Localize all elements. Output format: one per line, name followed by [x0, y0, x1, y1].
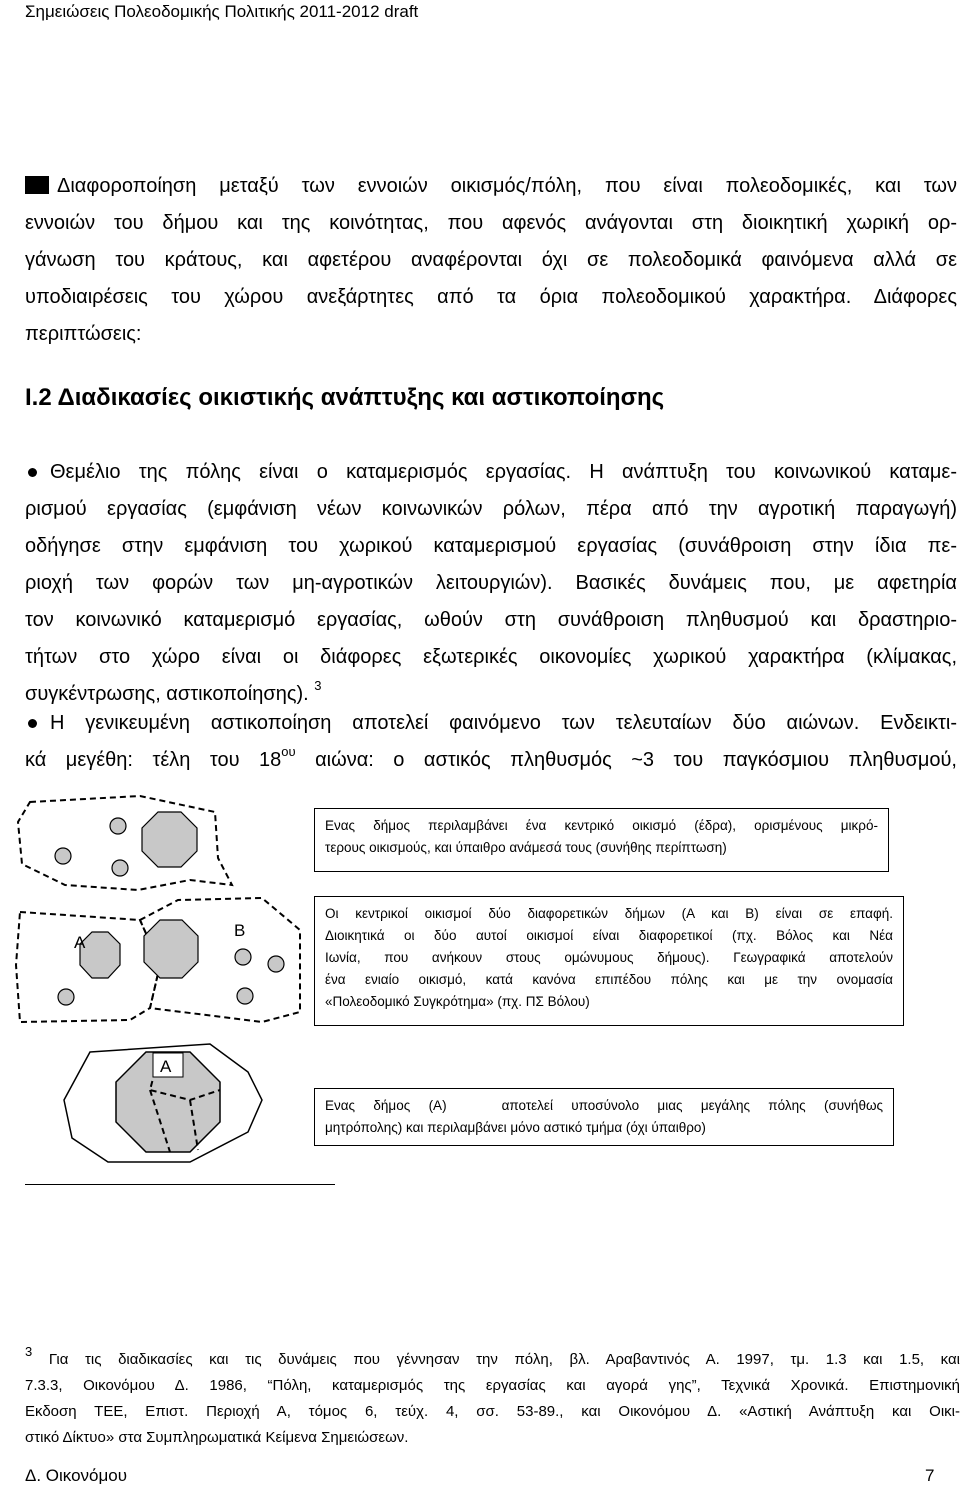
- bullet1-line: Θεμέλιο της πόλης είναι ο καταμερισμός εργασίας. Η ανάπτυξη του κοινωνικού καταμε-: [50, 461, 957, 483]
- intro-line: γάνωση του κράτους, και αφετέρου αναφέρονται όχι σε πολεοδομικά φαινόμενα αλλά σε: [25, 249, 957, 271]
- intro-line: περιπτώσεις:: [25, 323, 142, 345]
- box-line: Ενας δήμος περιλαμβάνει ένα κεντρικό οικισμό (έδρα), ορισμένους μικρό-: [325, 818, 878, 833]
- footnote-ref[interactable]: 3: [314, 678, 322, 694]
- intro-line: υποδιαιρέσεις του χώρου ανεξάρτητες από τα όρια πολεοδομικού χαρακτήρα. Διάφορες: [25, 286, 957, 308]
- footnote-rule: [25, 1184, 335, 1185]
- intro-line: εννοιών του δήμου και της κοινότητας, που αφενός ανάγονται στη διοικητική χωρική ορ-: [25, 212, 957, 234]
- bullet1-line: οδήγησε στην εμφάνιση του χωρικού καταμερισμού εργασίας (συνάθροιση στην ίδια πε-: [25, 535, 957, 557]
- village-circle: [235, 949, 251, 965]
- box-line: Ενας δήμος (Α) αποτελεί υποσύνολο μιας μεγάλης πόλης (συνήθως: [325, 1098, 883, 1113]
- central-settlement-1: [142, 812, 197, 867]
- box-line: τερους οικισμούς, και ύπαιθρο ανάμεσά τους (συνήθης περίπτωση): [325, 840, 727, 855]
- village-circle: [112, 860, 128, 876]
- box-line: Διοικητικά οι δύο αυτοί οικισμοί είναι διαφορετικοί (πχ. Βόλος και Νέα: [325, 928, 893, 943]
- village-circle: [268, 956, 284, 972]
- box-line: ένα ενιαίο οικισμό, κατά κανόνα επιπέδου πόλης και με την ονομασία: [325, 972, 893, 987]
- village-circle: [237, 988, 253, 1004]
- village-circle: [55, 848, 71, 864]
- explanation-box-3: [314, 1088, 894, 1146]
- box-line: Ιωνία, που ανήκουν στους ομώνυμους δήμους). Γεωγραφικά αποτελούν: [325, 950, 893, 965]
- footnote-line: $^3$ Για τις διαδικασίες και τις δυνάμεις που γέννησαν την πόλη, βλ. Αραβαντινός Α. 1997, τμ. 1.3 και 1.5, και: [25, 1344, 960, 1368]
- municipality-boundary-1: [18, 796, 232, 890]
- section-heading: Ι.2 Διαδικασίες οικιστικής ανάπτυξης και αστικοποίησης: [25, 384, 665, 411]
- central-settlement-b: [144, 920, 198, 978]
- bullet2-line: κά μεγέθη: τέλη του $18^{o\upsilon}$ αιώνα: ο αστικός πληθυσμός ~3 του παγκόσμιου πληθυσμού,: [25, 744, 957, 771]
- bullet2-line: Η γενικευμένη αστικοποίηση αποτελεί φαινόμενο των τελευταίων δύο αιώνων. Ενδεικτι-: [50, 712, 957, 734]
- footnote-line: 7.3.3, Οικονόμου Δ. 1986, “Πόλη, καταμερισμός της εργασίας και αγορά γης”, Τεχνικά Χρονικά. Επιστημονική: [25, 1377, 960, 1394]
- box-line: Οι κεντρικοί οικισμοί δύο διαφορετικών δήμων (Α και Β) είναι σε επαφή.: [325, 906, 893, 921]
- label-b-panel2: Β: [234, 921, 246, 940]
- central-settlement-a: [80, 932, 120, 978]
- bullet1-line: τήτων στο χώρο είναι οι διάφορες εξωτερικές οικονομίες χωρικού χαρακτήρα (κλίμακας,: [25, 646, 957, 668]
- bullet1-line: ριοχή των φορών των μη-αγροτικών λειτουργιών). Βασικές δυνάμεις που, με αφετηρία: [25, 572, 957, 594]
- explanation-box-1: [314, 808, 889, 872]
- footnote-line: Εκδοση ΤΕΕ, Επιστ. Περιοχή Α, τόμος 6, τεύχ. 4, σσ. 53-89., και Οικονόμου Δ. «Αστική Ανάπτυξη και Οικι-: [25, 1403, 960, 1420]
- village-circle: [110, 818, 126, 834]
- explanation-box-2: [314, 896, 904, 1026]
- box-line: «Πολεοδομικό Συγκρότημα» (πχ. ΠΣ Βόλου): [325, 994, 590, 1009]
- footnote-number: 3: [25, 1344, 33, 1359]
- bullet1-line: τον κοινωνικό καταμερισμό εργασίας, ωθούν στη συνάθροιση πληθυσμού και δραστηριο-: [25, 609, 957, 631]
- page-header: Σημειώσεις Πολεοδομικής Πολιτικής 2011-2012 draft: [25, 2, 419, 21]
- box-line: μητρόπολης) και περιλαμβάνει μόνο αστικό τμήμα (όχι ύπαιθρο): [325, 1120, 706, 1135]
- footer-author: Δ. Οικονόμου: [25, 1466, 128, 1485]
- label-a-panel2: Α: [74, 933, 86, 952]
- village-circle: [58, 989, 74, 1005]
- bullet1-line: συγκέντρωσης, αστικοποίησης). $^3$: [25, 678, 322, 705]
- page-number: 7: [925, 1466, 935, 1485]
- intro-line: Διαφοροποίηση μεταξύ των εννοιών οικισμός/πόλη, που είναι πολεοδομικές, και των: [25, 168, 957, 205]
- label-a-panel3: Α: [160, 1057, 172, 1076]
- bullet1-line: ρισμού εργασίας (εμφάνιση νέων κοινωνικών ρόλων, πέρα από την αγροτική παραγωγή): [25, 498, 957, 520]
- footnote-line: στικό Δίκτυο» στα Συμπληρωματικά Κείμενα Σημειώσεων.: [25, 1429, 409, 1446]
- footnote: [25, 1344, 960, 1451]
